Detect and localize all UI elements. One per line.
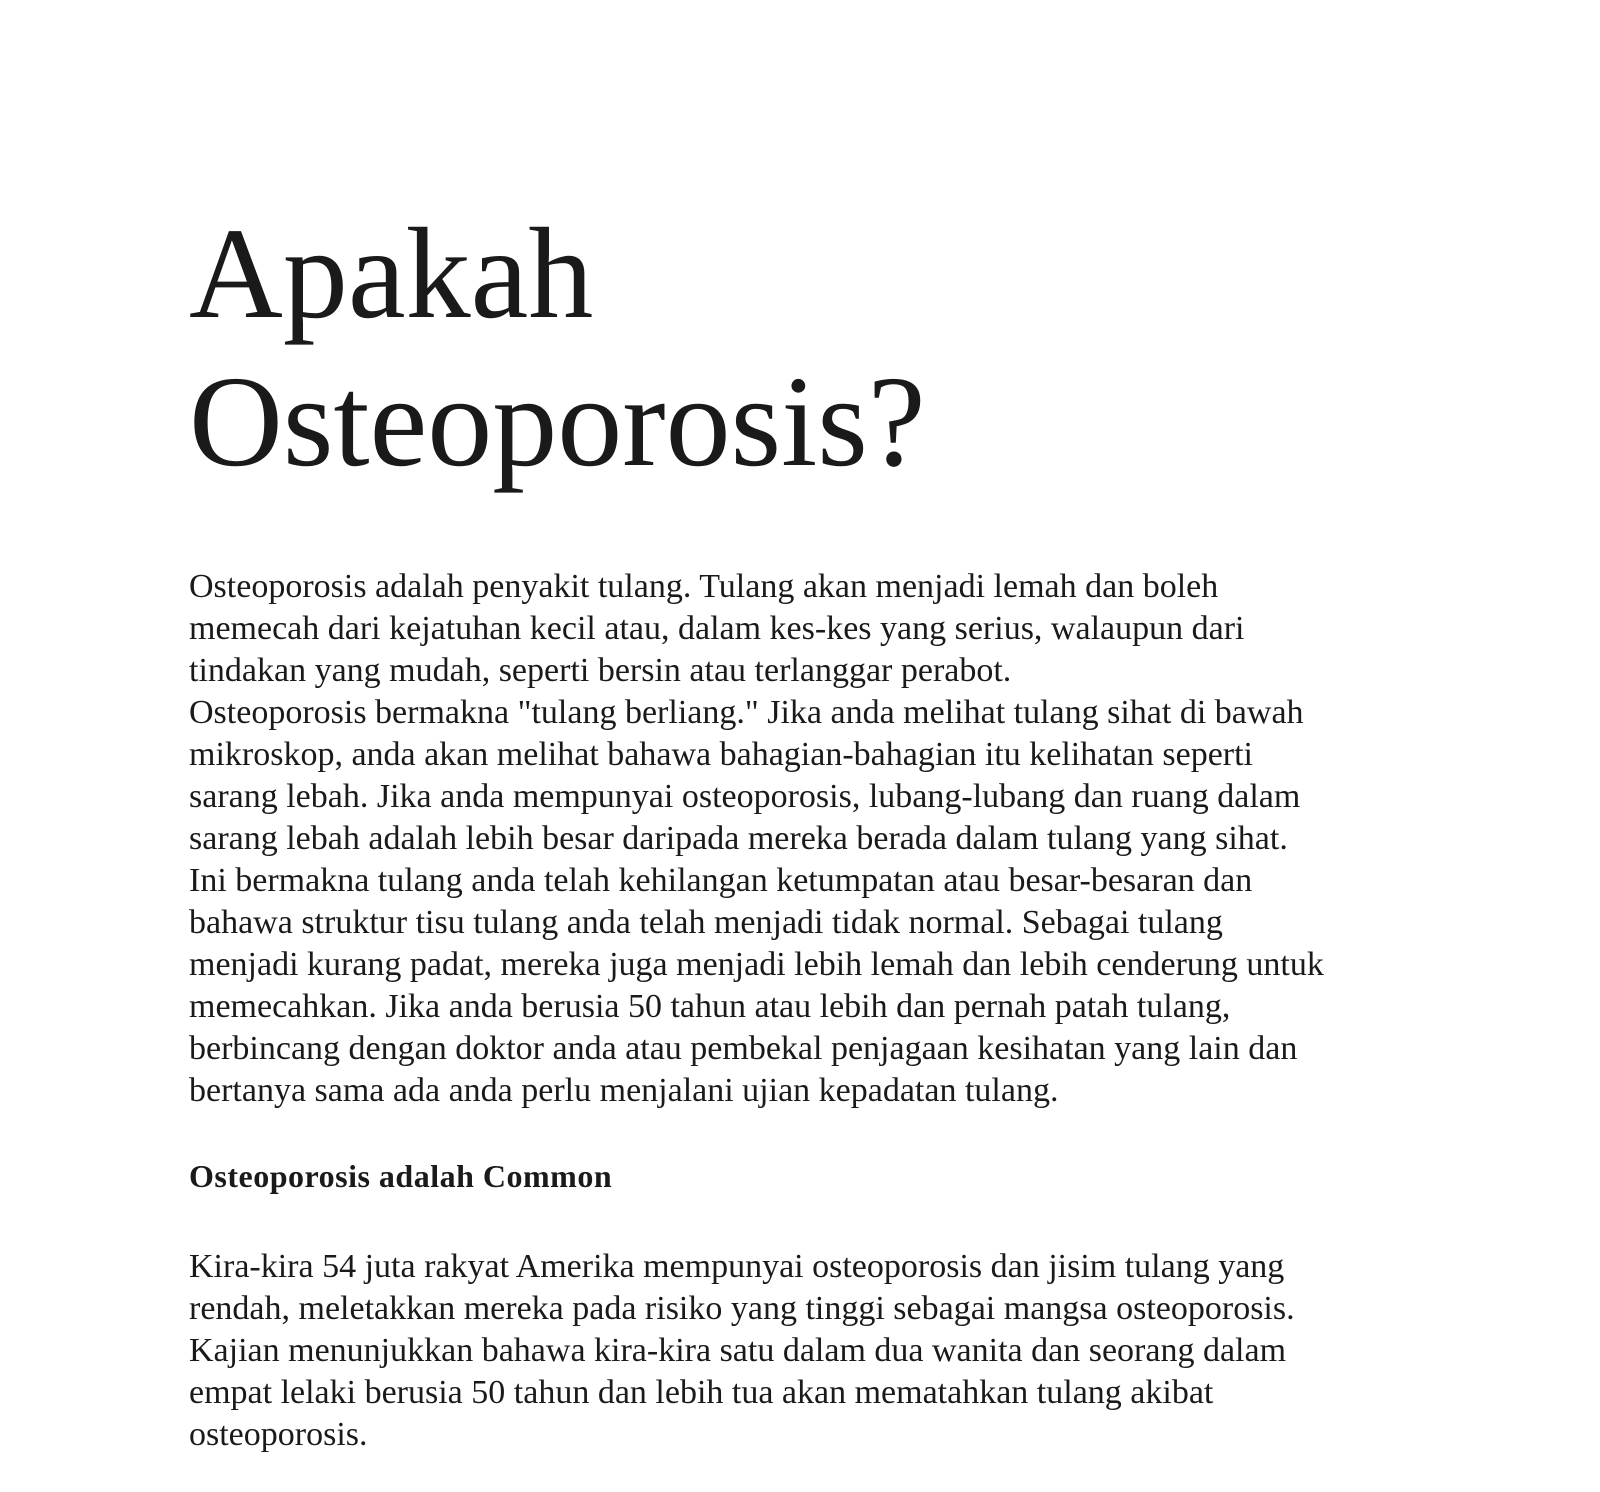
text-line: sarang lebah. Jika anda mempunyai osteoporosis, lubang-lubang dan ruang dalam [189, 778, 1301, 815]
page-title [189, 200, 1449, 496]
section-heading: Osteoporosis adalah Common [189, 1158, 613, 1194]
text-line: osteoporosis. [189, 1416, 368, 1453]
text-line: mikroskop, anda akan melihat bahawa bahagian-bahagian itu kelihatan seperti [189, 736, 1253, 773]
text-line: menjadi kurang padat, mereka juga menjadi lebih lemah dan lebih cenderung untuk [189, 946, 1324, 983]
text-line: Osteoporosis bermakna "tulang berliang." Jika anda melihat tulang sihat di bawah [189, 694, 1304, 731]
text-line: Kira-kira 54 juta rakyat Amerika mempunyai osteoporosis dan jisim tulang yang [189, 1248, 1285, 1285]
text-line: Kajian menunjukkan bahawa kira-kira satu dalam dua wanita dan seorang dalam [189, 1332, 1287, 1369]
text-line: rendah, meletakkan mereka pada risiko yang tinggi sebagai mangsa osteoporosis. [189, 1290, 1295, 1327]
text-line: Osteoporosis adalah penyakit tulang. Tulang akan menjadi lemah dan boleh [189, 568, 1219, 605]
text-line: berbincang dengan doktor anda atau pembekal penjagaan kesihatan yang lain dan [189, 1030, 1298, 1067]
intro-paragraph [189, 566, 1449, 1112]
text-line: Ini bermakna tulang anda telah kehilangan ketumpatan atau besar-besaran dan [189, 862, 1253, 899]
text-line: memecah dari kejatuhan kecil atau, dalam kes-kes yang serius, walaupun dari [189, 610, 1245, 647]
document-page [189, 200, 1449, 1456]
text-line: bahawa struktur tisu tulang anda telah menjadi tidak normal. Sebagai tulang [189, 904, 1223, 941]
title-line-1: Apakah [189, 202, 594, 346]
text-line: memecahkan. Jika anda berusia 50 tahun atau lebih dan pernah patah tulang, [189, 988, 1231, 1025]
text-line: sarang lebah adalah lebih besar daripada mereka berada dalam tulang yang sihat. [189, 820, 1288, 857]
title-line-2: Osteoporosis? [189, 350, 926, 494]
statistics-paragraph [189, 1246, 1449, 1456]
text-line: bertanya sama ada anda perlu menjalani ujian kepadatan tulang. [189, 1072, 1059, 1109]
text-line: empat lelaki berusia 50 tahun dan lebih tua akan mematahkan tulang akibat [189, 1374, 1214, 1411]
text-line: tindakan yang mudah, seperti bersin atau terlanggar perabot. [189, 652, 1012, 689]
